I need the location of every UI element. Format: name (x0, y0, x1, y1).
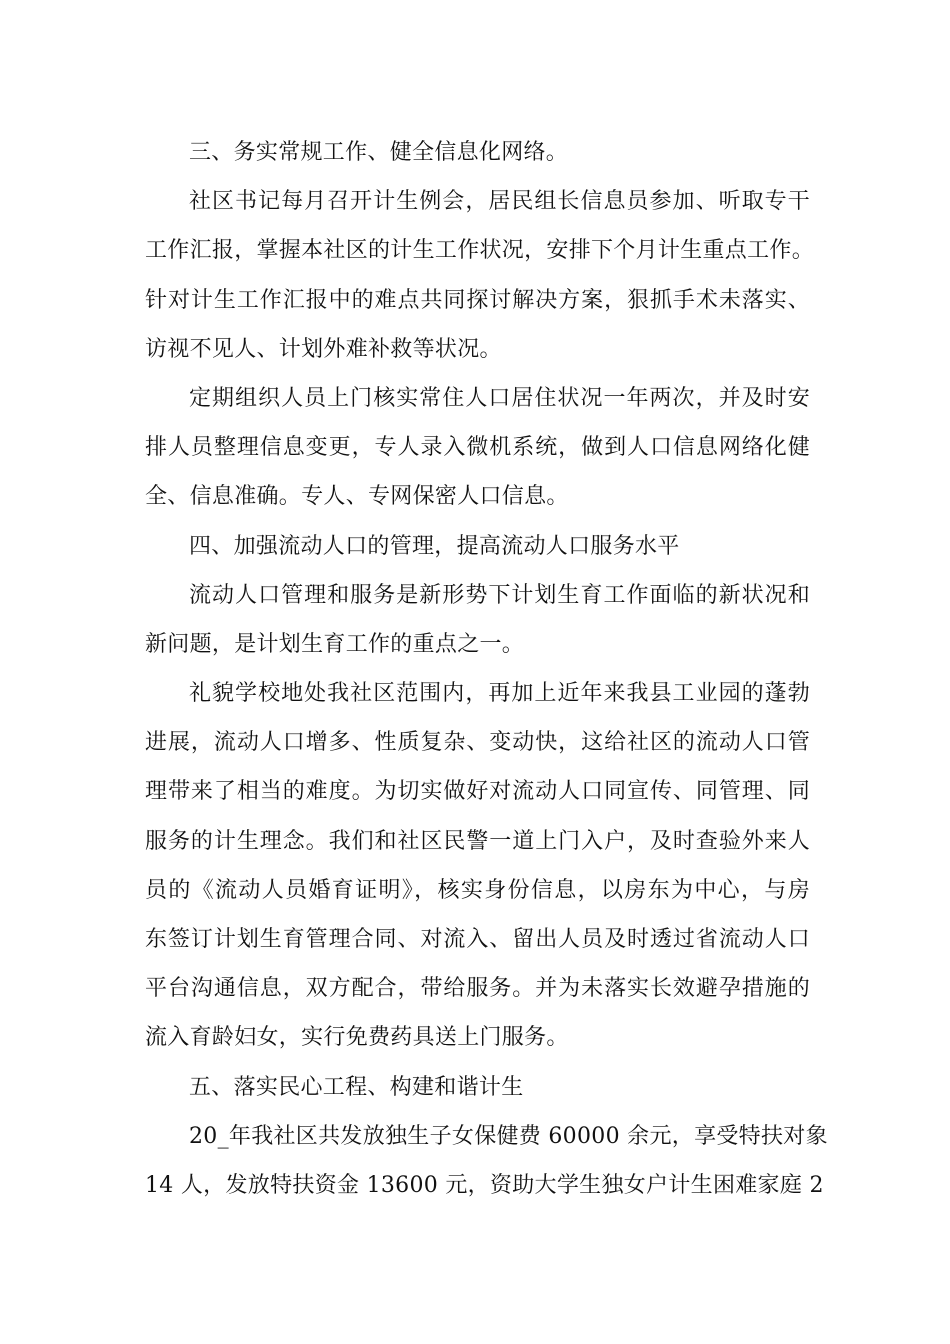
paragraph-line: 针对计生工作汇报中的难点共同探讨解决方案，狠抓手术未落实、 (145, 287, 810, 313)
paragraph-line: 新问题，是计划生育工作的重点之一。 (145, 631, 525, 657)
paragraph-line: 排人员整理信息变更，专人录入微机系统，做到人口信息网络化健 (145, 435, 810, 461)
document-body (145, 128, 828, 1210)
paragraph-line: 流动人口管理和服务是新形势下计划生育工作面临的新状况和 (189, 582, 810, 608)
paragraph-line: 礼貌学校地处我社区范围内，再加上近年来我县工业园的蓬勃 (189, 681, 810, 707)
paragraph-line: 14 人，发放特扶资金 13600 元，资助大学生独女户计生困难家庭 2 (145, 1172, 824, 1198)
paragraph-line: 进展，流动人口增多、性质复杂、变动快，这给社区的流动人口管 (145, 730, 810, 756)
paragraph-line: 20_年我社区共发放独生子女保健费 60000 余元，享受特扶对象 (189, 1123, 828, 1149)
section-heading: 五、落实民心工程、构建和谐计生 (189, 1074, 524, 1100)
paragraph-line: 工作汇报，掌握本社区的计生工作状况，安排下个月计生重点工作。 (145, 238, 815, 264)
paragraph-line: 全、信息准确。专人、专网保密人口信息。 (145, 484, 569, 510)
paragraph-line: 流入育龄妇女，实行免费药具送上门服务。 (145, 1025, 569, 1051)
section-heading: 四、加强流动人口的管理，提高流动人口服务水平 (189, 533, 680, 559)
paragraph-line: 员的《流动人员婚育证明》，核实身份信息，以房东为中心，与房 (145, 877, 810, 903)
paragraph-line: 平台沟通信息，双方配合，带给服务。并为未落实长效避孕措施的 (145, 976, 810, 1002)
paragraph-line: 理带来了相当的难度。为切实做好对流动人口同宣传、同管理、同 (145, 779, 810, 805)
paragraph-line: 定期组织人员上门核实常住人口居住状况一年两次，并及时安 (189, 385, 810, 411)
paragraph-line: 访视不见人、计划外难补救等状况。 (145, 336, 502, 362)
paragraph-line: 服务的计生理念。我们和社区民警一道上门入户，及时查验外来人 (145, 828, 810, 854)
section-heading: 三、务实常规工作、健全信息化网络。 (189, 140, 569, 165)
paragraph-line: 东签订计划生育管理合同、对流入、留出人员及时透过省流动人口 (145, 927, 810, 952)
paragraph-line: 社区书记每月召开计生例会，居民组长信息员参加、听取专干 (189, 189, 810, 215)
